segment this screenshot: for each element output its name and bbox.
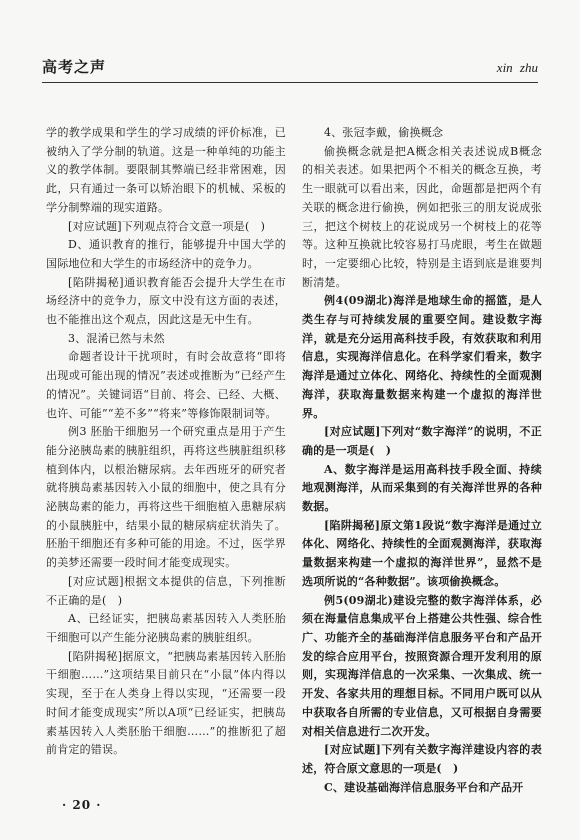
article-body <box>46 124 540 794</box>
paragraph: [陷阱揭秘]通识教育能否会提升大学生在市场经济中的竞争力，原文中没有这方面的表述，也不能推出这个观点，因此这是无中生有。 <box>46 275 286 327</box>
paragraph: A、已经证实，把胰岛素基因转入人类胚胎干细胞可以产生能分泌胰岛素的胰脏组织。 <box>46 612 286 644</box>
paragraph: 4、张冠李戴，偷换概念 <box>324 126 444 139</box>
paragraph: 学的教学成果和学生的学习成绩的评价标准，已被纳入了学分制的轨道。这是一种单纯的功能主义的教学体制。要限制其弊端已经非常困难，因此，只有通过一条可以矫治眼下的机械、采板的学分制弊端的现实道路。 <box>46 126 286 214</box>
paragraph: 例5(09湖北)建设完整的数字海洋体系，必须在海量信息集成平台上搭建公共性强、综合性广、功能齐全的基础海洋信息服务平台和产品开发的综合应用平台，按照资源合理开发利用的原则，实现海洋信息的一次采集、一次集成、统一开发、各家共用的理想目标。不同用户既可以从中获取各自所需的专业信息，又可根据自身需要对相关信息进行二次开发。 <box>302 593 542 738</box>
paragraph: 偷换概念就是把A概念相关表述说成B概念的相关表述。如果把两个不相关的概念互换，考生一眼就可以看出来，因此，命题都是把两个有关联的概念进行偷换，例如把张三的朋友说成张三，把这个树枝上的花说成另一个树枝上的花等等。这种互换就比较容易打马虎眼，考生在做题时，一定要细心比较，特别是主语到底是谁要判断清楚。 <box>302 144 542 289</box>
left-column <box>46 124 286 794</box>
paragraph: [对应试题]下列观点符合文意一项是( ) <box>68 219 266 233</box>
paragraph: [陷阱揭秘]据原文，“把胰岛素基因转入胚胎干细胞……”这项结果目前只在“小鼠”体内得以实现，至于在人类身上得以实现，“还需要一段时间才能变成现实”所以A项“已经证实，把胰岛素基因转入人类胚胎干细胞……”的推断犯了超前肯定的错误。 <box>46 649 286 757</box>
right-column <box>302 124 542 794</box>
paragraph: [对应试题]下列对“数字海洋”的说明，不正确的是一项是( ) <box>302 425 542 457</box>
paragraph: A、数字海洋是运用高科技手段全面、持续地观测海洋，从而采集到的有关海洋世界的各种数据。 <box>302 462 542 514</box>
running-header <box>42 52 538 86</box>
paragraph: 例3 胚胎干细胞另一个研究重点是用于产生能分泌胰岛素的胰脏组织，再将这些胰脏组织移植到体内，以根治糖尿病。去年西班牙的研究者就将胰岛素基因转入小鼠的细胞中，使之具有分泌胰岛素的能力，再将这些干细胞植入患糖尿病的小鼠胰脏中，结果小鼠的糖尿病症状消失了。胚胎干细胞还有多种可能的用途。不过，医学界的美梦还需要一段时间才能变成现实。 <box>46 425 286 570</box>
paragraph: [陷阱揭秘]原文第1段说“数字海洋是通过立体化、网络化、持续性的全面观测海洋，获取海量数据来构建一个虚拟的海洋世界”，显然不是选项所说的“各种数据”。该项偷换概念。 <box>302 518 542 588</box>
paragraph: 3、混淆已然与未然 <box>68 331 165 345</box>
page-number: · 20 · <box>62 798 102 812</box>
paragraph: C、建设基础海洋信息服务平台和产品开 <box>324 780 524 794</box>
journal-title: 高考之声 <box>42 58 107 76</box>
paragraph: D、通识教育的推行，能够提升中国大学的国际地位和大学生的市场经济中的竞争力。 <box>46 238 286 270</box>
section-title: xin zhu <box>496 60 538 75</box>
paragraph: [对应试题]根据文本提供的信息，下列推断不正确的是( ) <box>46 574 286 607</box>
paragraph: 命题者设计干扰项时，有时会故意将“即将出现或可能出现的情况”表述或推断为“已经产生的情况”。关键词语“目前、将会、已经、大概、也许、可能”“差不多”“将来”等修饰限制词等。 <box>46 350 286 420</box>
paragraph: [对应试题]下列有关数字海洋建设内容的表述，符合原文意思的一项是( ) <box>302 743 542 775</box>
paragraph: 例4(09湖北)海洋是地球生命的摇篮，是人类生存与可持续发展的重要空间。建设数字海洋，就是充分运用高科技手段，有效获取和利用信息，实现海洋信息化。在科学家们看来，数字海洋是通过立体化、网络化、持续性的全面观测海洋，获取海量数据来构建一个虚拟的海洋世界。 <box>302 294 542 420</box>
header-rule <box>42 82 538 83</box>
